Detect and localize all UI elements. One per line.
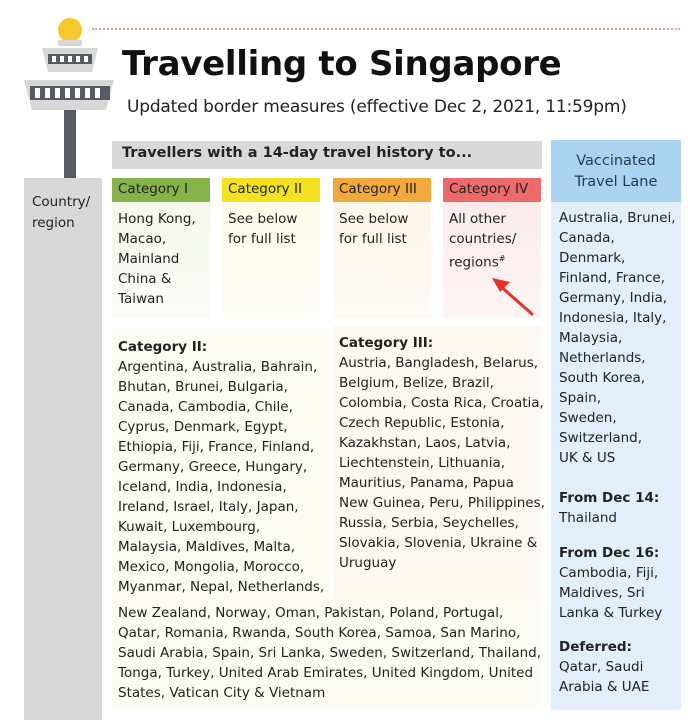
category-3-text: See below for full list bbox=[339, 211, 409, 247]
vtl-country-list: Australia, Brunei, Canada, Denmark, Finland, France, Germany, India, Indonesia, Italy, Malaysia, Netherlands, South Korea, Spain, Sweden, Switzerland, UK & US bbox=[559, 210, 676, 466]
category-2-text: See below for full list bbox=[228, 211, 298, 247]
country-region-column bbox=[24, 178, 102, 720]
page-subtitle: Updated border measures (effective Dec 2, 2021, 11:59pm) bbox=[127, 97, 627, 117]
vtl-heading: Vaccinated Travel Lane bbox=[551, 140, 681, 202]
country-region-label: Country/ region bbox=[32, 194, 91, 231]
category-2-country-list: Argentina, Australia, Bahrain, Bhutan, Brunei, Bulgaria, Canada, Cambodia, Chile, Cyprus, Denmark, Egypt, Ethiopia, Fiji, France, Finland, Germany, Greece, Hungary, Iceland, India, Indonesia, Ireland, Israel, Italy, Japan, Kuwait, Luxembourg, Malaysia, Maldives, Malta, Mexico, Mongolia, Morocco, Myanmar, Nepal, Netherlands, bbox=[118, 359, 325, 595]
category-2-list-heading: Category II: bbox=[118, 339, 208, 355]
category-1-text: Hong Kong, Macao, Mainland China & Taiwan bbox=[118, 211, 196, 307]
vtl-dec16-list: Cambodia, Fiji, Maldives, Sri Lanka & Turkey bbox=[559, 565, 663, 621]
category-3-label: Category III bbox=[333, 178, 431, 202]
vtl-deferred-list: Qatar, Saudi Arabia & UAE bbox=[559, 659, 650, 695]
category-4-text: All other countries/ regions# bbox=[449, 211, 517, 271]
page-title: Travelling to Singapore bbox=[122, 44, 562, 84]
category-3-list-heading: Category III: bbox=[339, 335, 434, 351]
red-arrow-icon bbox=[488, 270, 538, 320]
category-4-label: Category IV bbox=[443, 178, 541, 202]
travel-history-header: Travellers with a 14-day travel history to... bbox=[112, 141, 542, 169]
category-1-label: Category I bbox=[112, 178, 210, 202]
vtl-dec14-list: Thailand bbox=[559, 510, 617, 526]
category-2-country-list-continued: New Zealand, Norway, Oman, Pakistan, Poland, Portugal, Qatar, Romania, Rwanda, South Korea, Samoa, San Marino, Saudi Arabia, Spain, Sri Lanka, Sweden, Switzerland, Thailand, Tonga, Turkey, United Arab Emirates, United Kingdom, United States, Vatican City & Vietnam bbox=[118, 605, 542, 701]
control-tower-icon bbox=[0, 0, 120, 180]
vtl-dec14-label: From Dec 14: bbox=[559, 490, 660, 506]
category-2-label: Category II bbox=[222, 178, 320, 202]
vtl-deferred-label: Deferred: bbox=[559, 639, 632, 655]
category-3-country-list: Austria, Bangladesh, Belarus, Belgium, Belize, Brazil, Colombia, Costa Rica, Croatia, Czech Republic, Estonia, Kazakhstan, Laos, Latvia, Liechtenstein, Lithuania, Mauritius, Panama, Papua New Guinea, Peru, Philippines, Russia, Serbia, Seychelles, Slovakia, Slovenia, Ukraine & Uruguay bbox=[339, 355, 545, 571]
vtl-dec16-label: From Dec 16: bbox=[559, 545, 660, 561]
dotted-divider bbox=[92, 28, 680, 30]
